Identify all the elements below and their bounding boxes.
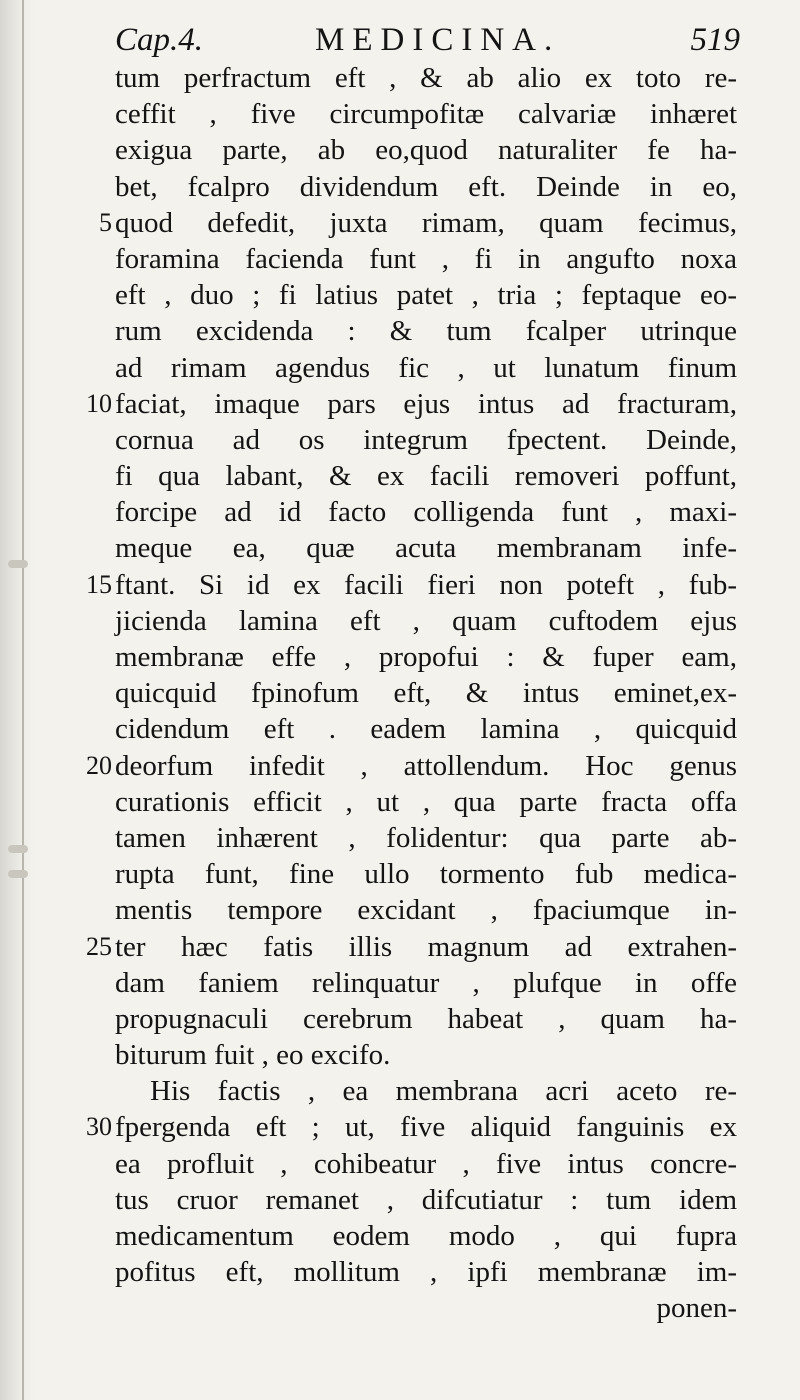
chapter-label: Cap.4. <box>115 22 204 58</box>
line-text: mentis tempore excidant , fpaciumque in- <box>115 894 737 927</box>
line-text: ftant. Si id ex facili fieri non poteft , fub- <box>115 568 737 601</box>
text-line <box>0 784 800 820</box>
text-line <box>0 711 800 747</box>
catchword: ponen- <box>656 1292 737 1325</box>
line-text: ceffit , five circumpofitæ calvariæ inhæret <box>115 98 737 131</box>
line-text: tamen inhærent , folidentur: qua parte ab- <box>115 821 737 854</box>
line-text: quod defedit, juxta rimam, quam fecimus, <box>115 206 737 239</box>
text-line <box>0 1037 800 1073</box>
text-line <box>0 494 800 530</box>
line-text: cidendum eft . eadem lamina , quicquid <box>115 713 737 746</box>
line-text: tus cruor remanet , difcutiatur : tum idem <box>115 1183 737 1216</box>
line-text: medicamentum eodem modo , qui fupra <box>115 1220 737 1252</box>
line-text: rum excidenda : & tum fcalper utrinque <box>115 315 737 348</box>
text-line <box>0 386 800 422</box>
line-text: dam faniem relinquatur , plufque in offe <box>115 966 737 999</box>
line-number: 10 <box>86 388 112 418</box>
line-text: exigua parte, ab eo,quod naturaliter fe ha- <box>115 134 737 167</box>
line-text: quicquid fpinofum eft, & intus eminet,ex- <box>115 677 737 710</box>
line-text: ad rimam agendus fic , ut lunatum finum <box>115 351 737 384</box>
text-line <box>0 929 800 965</box>
line-text: rupta funt, fine ullo tormento fub medica- <box>115 858 737 891</box>
text-line <box>0 1290 800 1326</box>
text-line <box>0 1254 800 1290</box>
text-line <box>0 639 800 675</box>
text-line <box>0 1182 800 1218</box>
text-line <box>0 205 800 241</box>
line-text: meque ea, quæ acuta membranam infe- <box>115 532 737 565</box>
line-text: biturum fuit , eo excifo. <box>115 1039 391 1072</box>
line-text: bet, fcalpro dividendum eft. Deinde in eo, <box>115 170 737 203</box>
text-line <box>0 241 800 277</box>
line-text: His factis , ea membrana acri aceto re- <box>150 1075 737 1108</box>
line-text: propugnaculi cerebrum habeat , quam ha- <box>115 1002 737 1035</box>
line-number: 30 <box>86 1112 112 1142</box>
line-number: 20 <box>86 750 112 780</box>
text-line <box>0 675 800 711</box>
line-text: foramina facienda funt , fi in angufto noxa <box>115 242 737 275</box>
text-line <box>0 1073 800 1109</box>
line-text: ea profluit , cohibeatur , five intus concre- <box>115 1147 737 1180</box>
line-text: ter hæc fatis illis magnum ad extrahen- <box>115 930 737 963</box>
body-text <box>0 60 800 1327</box>
text-line <box>0 856 800 892</box>
line-text: pofitus eft, mollitum , ipfi membranæ im- <box>115 1256 737 1289</box>
text-line <box>0 277 800 313</box>
line-text: curationis efficit , ut , qua parte fracta offa <box>115 785 737 818</box>
line-number: 5 <box>99 207 112 237</box>
text-line <box>0 350 800 386</box>
running-header <box>115 18 740 62</box>
text-line <box>0 60 800 96</box>
text-line <box>0 820 800 856</box>
text-line <box>0 1218 800 1254</box>
text-line <box>0 169 800 205</box>
text-line <box>0 458 800 494</box>
text-line <box>0 132 800 168</box>
line-number: 15 <box>86 569 112 599</box>
page-number: 519 <box>690 22 740 58</box>
line-text: cornua ad os integrum fpectent. Deinde, <box>115 423 737 456</box>
line-text: deorfum infedit , attollendum. Hoc genus <box>115 749 737 782</box>
line-text: faciat, imaque pars ejus intus ad fracturam, <box>115 387 737 420</box>
line-number: 25 <box>86 931 112 961</box>
text-line <box>0 892 800 928</box>
line-text: fi qua labant, & ex facili removeri poffunt, <box>115 460 737 493</box>
text-line <box>0 1109 800 1145</box>
text-line <box>0 1001 800 1037</box>
text-line <box>0 1146 800 1182</box>
text-line <box>0 603 800 639</box>
text-line <box>0 313 800 349</box>
line-text: fpergenda eft ; ut, five aliquid fanguinis ex <box>115 1111 737 1144</box>
text-line <box>0 96 800 132</box>
line-text: jicienda lamina eft , quam cuftodem ejus <box>115 604 737 637</box>
text-line <box>0 965 800 1001</box>
line-text: tum perfractum eft , & ab alio ex toto re- <box>115 62 737 94</box>
line-text: eft , duo ; fi latius patet , tria ; feptaque eo- <box>115 279 737 312</box>
text-line <box>0 748 800 784</box>
text-line <box>0 422 800 458</box>
line-text: membranæ effe , propofui : & fuper eam, <box>115 641 737 673</box>
line-text: forcipe ad id facto colligenda funt , maxi- <box>115 496 737 529</box>
text-line <box>0 530 800 566</box>
text-line <box>0 567 800 603</box>
running-title: MEDICINA. <box>315 22 561 58</box>
